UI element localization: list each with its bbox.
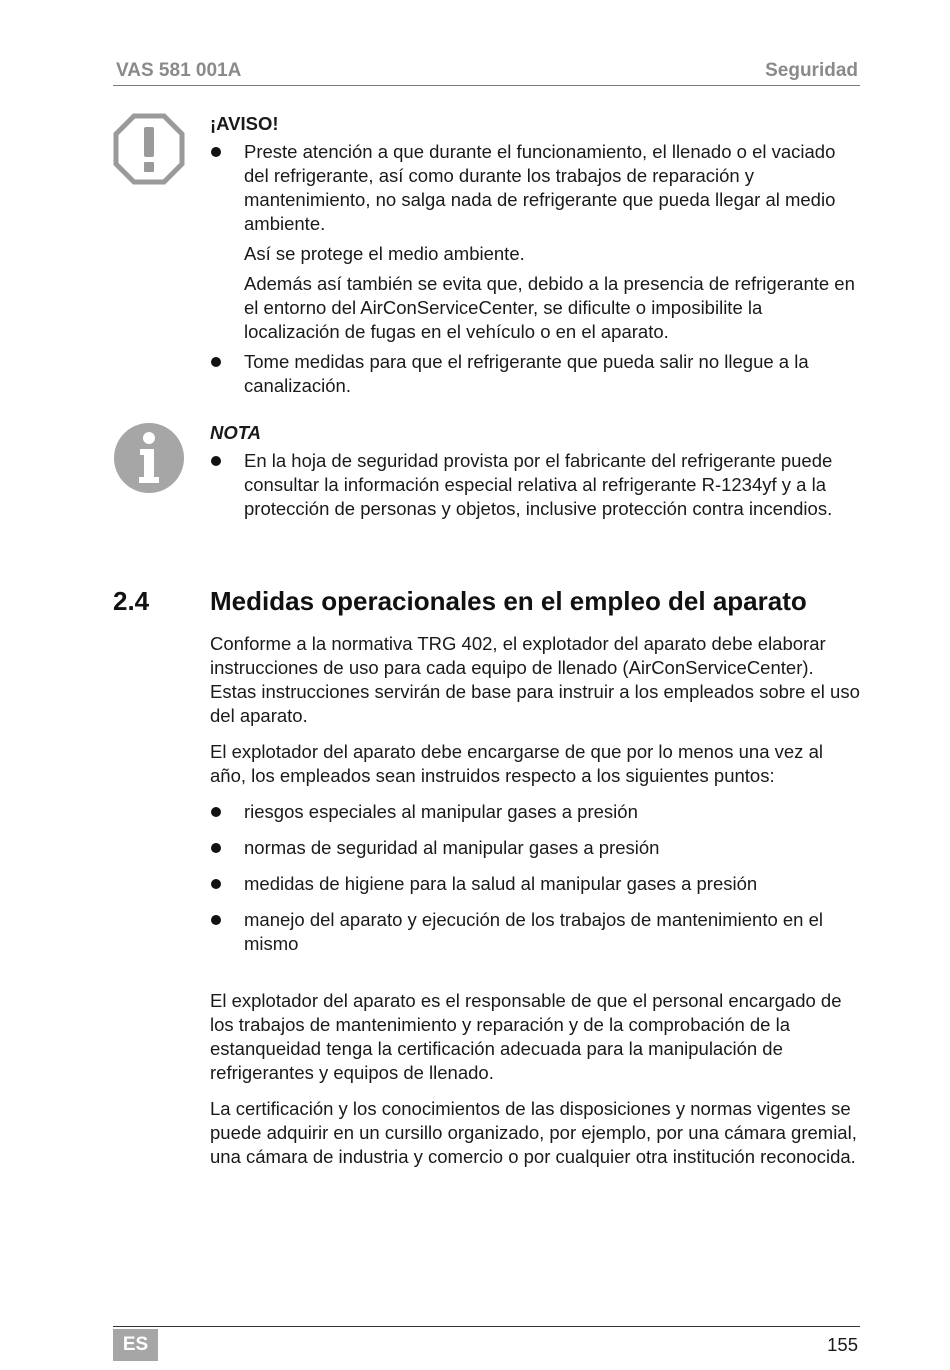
paragraph: Conforme a la normativa TRG 402, el explotador del aparato debe elaborar instrucciones de uso para cada equipo de llenado (AirConServiceCenter). Estas instrucciones servirán de base para instruir a los empleados sobre el uso del aparato. [210,633,860,726]
point-text: riesgos especiales al manipular gases a presión [244,801,638,822]
note-block [210,421,860,527]
note-item-text: En la hoja de seguridad provista por el fabricante del refrigerante puede consultar la información especial relativa al refrigerante R-1234yf y a la protección de personas y objetos, inclusive protección contra incendios. [244,450,833,519]
list-item [210,836,860,860]
info-icon [113,422,185,494]
paragraph: La certificación y los conocimientos de las disposiciones y normas vigentes se puede adquirir en un cursillo organizado, por ejemplo, por una cámara gremial, una cámara de industria y comercio o por cualquier otra institución reconocida. [210,1098,857,1167]
warning-item-sub: Así se protege el medio ambiente. [244,243,525,264]
bullet-icon [211,147,221,157]
language-badge: ES [113,1329,158,1361]
bullet-icon [211,879,221,889]
point-text: normas de seguridad al manipular gases a presión [244,837,660,858]
bullet-icon [211,456,221,466]
paragraph: El explotador del aparato debe encargarse de que por lo menos una vez al año, los empleados sean instruidos respecto a los siguientes puntos: [210,741,823,786]
warning-block [210,112,860,404]
warning-label: ¡AVISO! [210,113,279,134]
section-body [210,632,860,968]
page-number: 155 [827,1334,858,1355]
point-text: manejo del aparato y ejecución de los trabajos de mantenimiento en el mismo [244,909,824,954]
warning-item-text: Tome medidas para que el refrigerante que pueda salir no llegue a la canalización. [244,351,809,396]
section-title: Medidas operacionales en el empleo del aparato [210,586,807,616]
page-header [113,58,860,86]
octagon-exclamation-icon [113,113,185,185]
page-footer [113,1326,860,1363]
bullet-icon [211,843,221,853]
section-body-continued [210,989,860,1175]
point-text: medidas de higiene para la salud al manipular gases a presión [244,873,758,894]
warning-item-sub: Además así también se evita que, debido a la presencia de refrigerante en el entorno del AirConServiceCenter, se dificulte o imposibilite la localización de fugas en el vehículo o en el aparato. [244,273,855,342]
warning-item-text: Preste atención a que durante el funcionamiento, el llenado o el vaciado del refrigerante, así como durante los trabajos de reparación y mantenimiento, no salga nada de refrigerante que pueda llegar al medio ambiente. [244,141,836,234]
list-item [210,908,860,956]
bullet-icon [211,357,221,367]
list-item [210,800,860,824]
bullet-icon [211,807,221,817]
doc-id: VAS 581 001A [116,60,242,81]
note-label: NOTA [210,422,262,443]
section-number: 2.4 [113,586,150,616]
header-section: Seguridad [765,60,858,81]
paragraph: El explotador del aparato es el responsable de que el personal encargado de los trabajos de mantenimiento y reparación y de la comprobación de la estanqueidad tenga la certificación adecuada para la manipulación de refrigerantes y equipos de llenado. [210,990,842,1083]
list-item [210,872,860,896]
list-item [210,449,860,521]
list-item [210,140,860,344]
bullet-icon [211,915,221,925]
list-item [210,350,860,398]
